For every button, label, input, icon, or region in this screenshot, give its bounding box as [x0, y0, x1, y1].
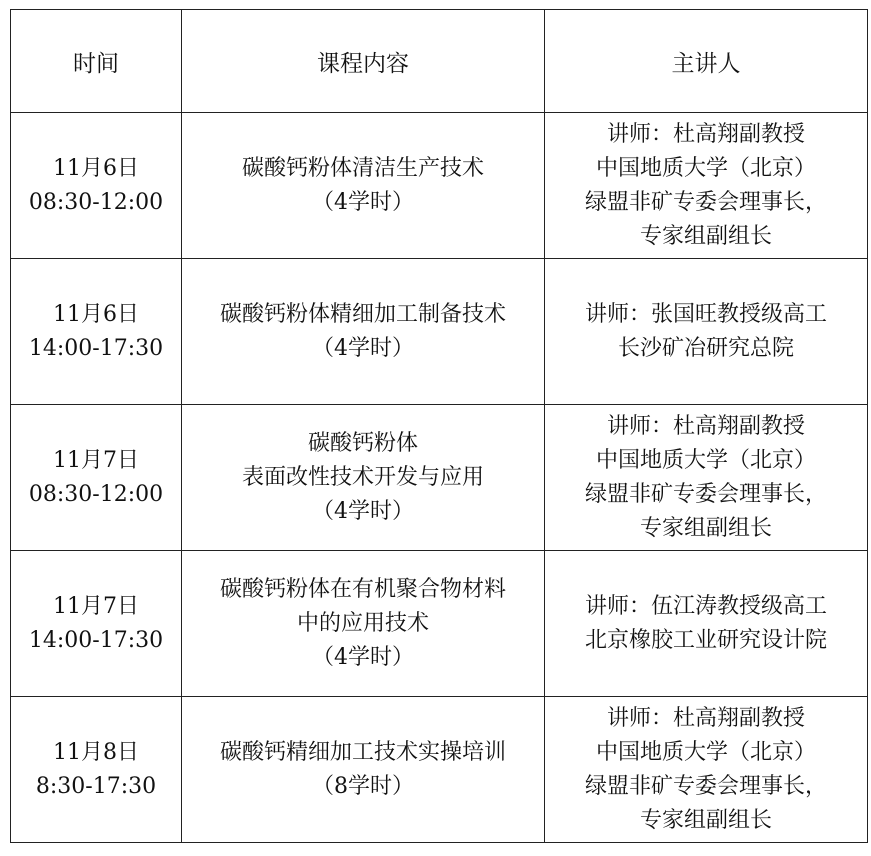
- speaker-line: 长沙矿冶研究总院: [617, 335, 794, 361]
- time-line: 14:00-17:30: [28, 627, 164, 653]
- course-cell: [182, 697, 545, 843]
- speaker-line: 讲师：伍江涛教授级高工: [584, 593, 827, 619]
- time-line: 8:30-17:30: [35, 773, 157, 799]
- speaker-cell: [545, 113, 868, 259]
- course-line: 表面改性技术开发与应用: [241, 464, 484, 490]
- header-time: 时间: [11, 10, 182, 113]
- header-speaker: 主讲人: [545, 10, 868, 113]
- time-cell: [11, 697, 182, 843]
- course-line: （4学时）: [312, 335, 414, 361]
- time-line: 11月7日: [53, 593, 139, 619]
- course-line: 碳酸钙精细加工技术实操培训: [219, 739, 506, 765]
- course-cell: [182, 113, 545, 259]
- speaker-line: 中国地质大学（北京）: [595, 155, 816, 181]
- speaker-line: 中国地质大学（北京）: [595, 447, 816, 473]
- course-line: 中的应用技术: [296, 610, 429, 636]
- time-cell: [11, 259, 182, 405]
- speaker-line: 北京橡胶工业研究设计院: [584, 627, 827, 653]
- speaker-line: 讲师：杜高翔副教授: [606, 705, 805, 731]
- speaker-line: 讲师：杜高翔副教授: [606, 121, 805, 147]
- course-line: 碳酸钙粉体: [307, 430, 418, 456]
- table-row: [11, 113, 868, 259]
- table-row: [11, 405, 868, 551]
- speaker-line: 中国地质大学（北京）: [595, 739, 816, 765]
- table-row: [11, 697, 868, 843]
- speaker-line: 绿盟非矿专委会理事长，: [584, 189, 827, 215]
- time-line: 11月7日: [53, 447, 139, 473]
- table-header-row: [11, 10, 868, 113]
- speaker-line: 绿盟非矿专委会理事长，: [584, 773, 827, 799]
- speaker-line: 专家组副组长: [639, 223, 772, 249]
- table-row: [11, 551, 868, 697]
- time-line: 08:30-12:00: [28, 481, 164, 507]
- speaker-line: 讲师：杜高翔副教授: [606, 413, 805, 439]
- speaker-line: 绿盟非矿专委会理事长，: [584, 481, 827, 507]
- course-cell: [182, 259, 545, 405]
- time-line: 11月8日: [53, 739, 139, 765]
- course-line: （4学时）: [312, 189, 414, 215]
- course-cell: [182, 551, 545, 697]
- speaker-cell: [545, 551, 868, 697]
- table-body: [11, 113, 868, 843]
- time-cell: [11, 405, 182, 551]
- speaker-line: 专家组副组长: [639, 515, 772, 541]
- course-line: （4学时）: [312, 498, 414, 524]
- speaker-cell: [545, 405, 868, 551]
- time-line: 11月6日: [53, 155, 139, 181]
- time-line: 08:30-12:00: [28, 189, 164, 215]
- time-line: 14:00-17:30: [28, 335, 164, 361]
- course-line: 碳酸钙粉体精细加工制备技术: [219, 301, 506, 327]
- speaker-line: 讲师：张国旺教授级高工: [584, 301, 827, 327]
- time-cell: [11, 551, 182, 697]
- time-cell: [11, 113, 182, 259]
- header-course-content: 课程内容: [182, 10, 545, 113]
- course-cell: [182, 405, 545, 551]
- speaker-line: 专家组副组长: [639, 807, 772, 833]
- course-line: 碳酸钙粉体在有机聚合物材料: [219, 576, 506, 602]
- time-line: 11月6日: [53, 301, 139, 327]
- course-line: （8学时）: [312, 773, 414, 799]
- speaker-cell: [545, 259, 868, 405]
- speaker-cell: [545, 697, 868, 843]
- course-schedule-table: [10, 9, 868, 843]
- course-line: 碳酸钙粉体清洁生产技术: [241, 155, 484, 181]
- table-row: [11, 259, 868, 405]
- course-line: （4学时）: [312, 644, 414, 670]
